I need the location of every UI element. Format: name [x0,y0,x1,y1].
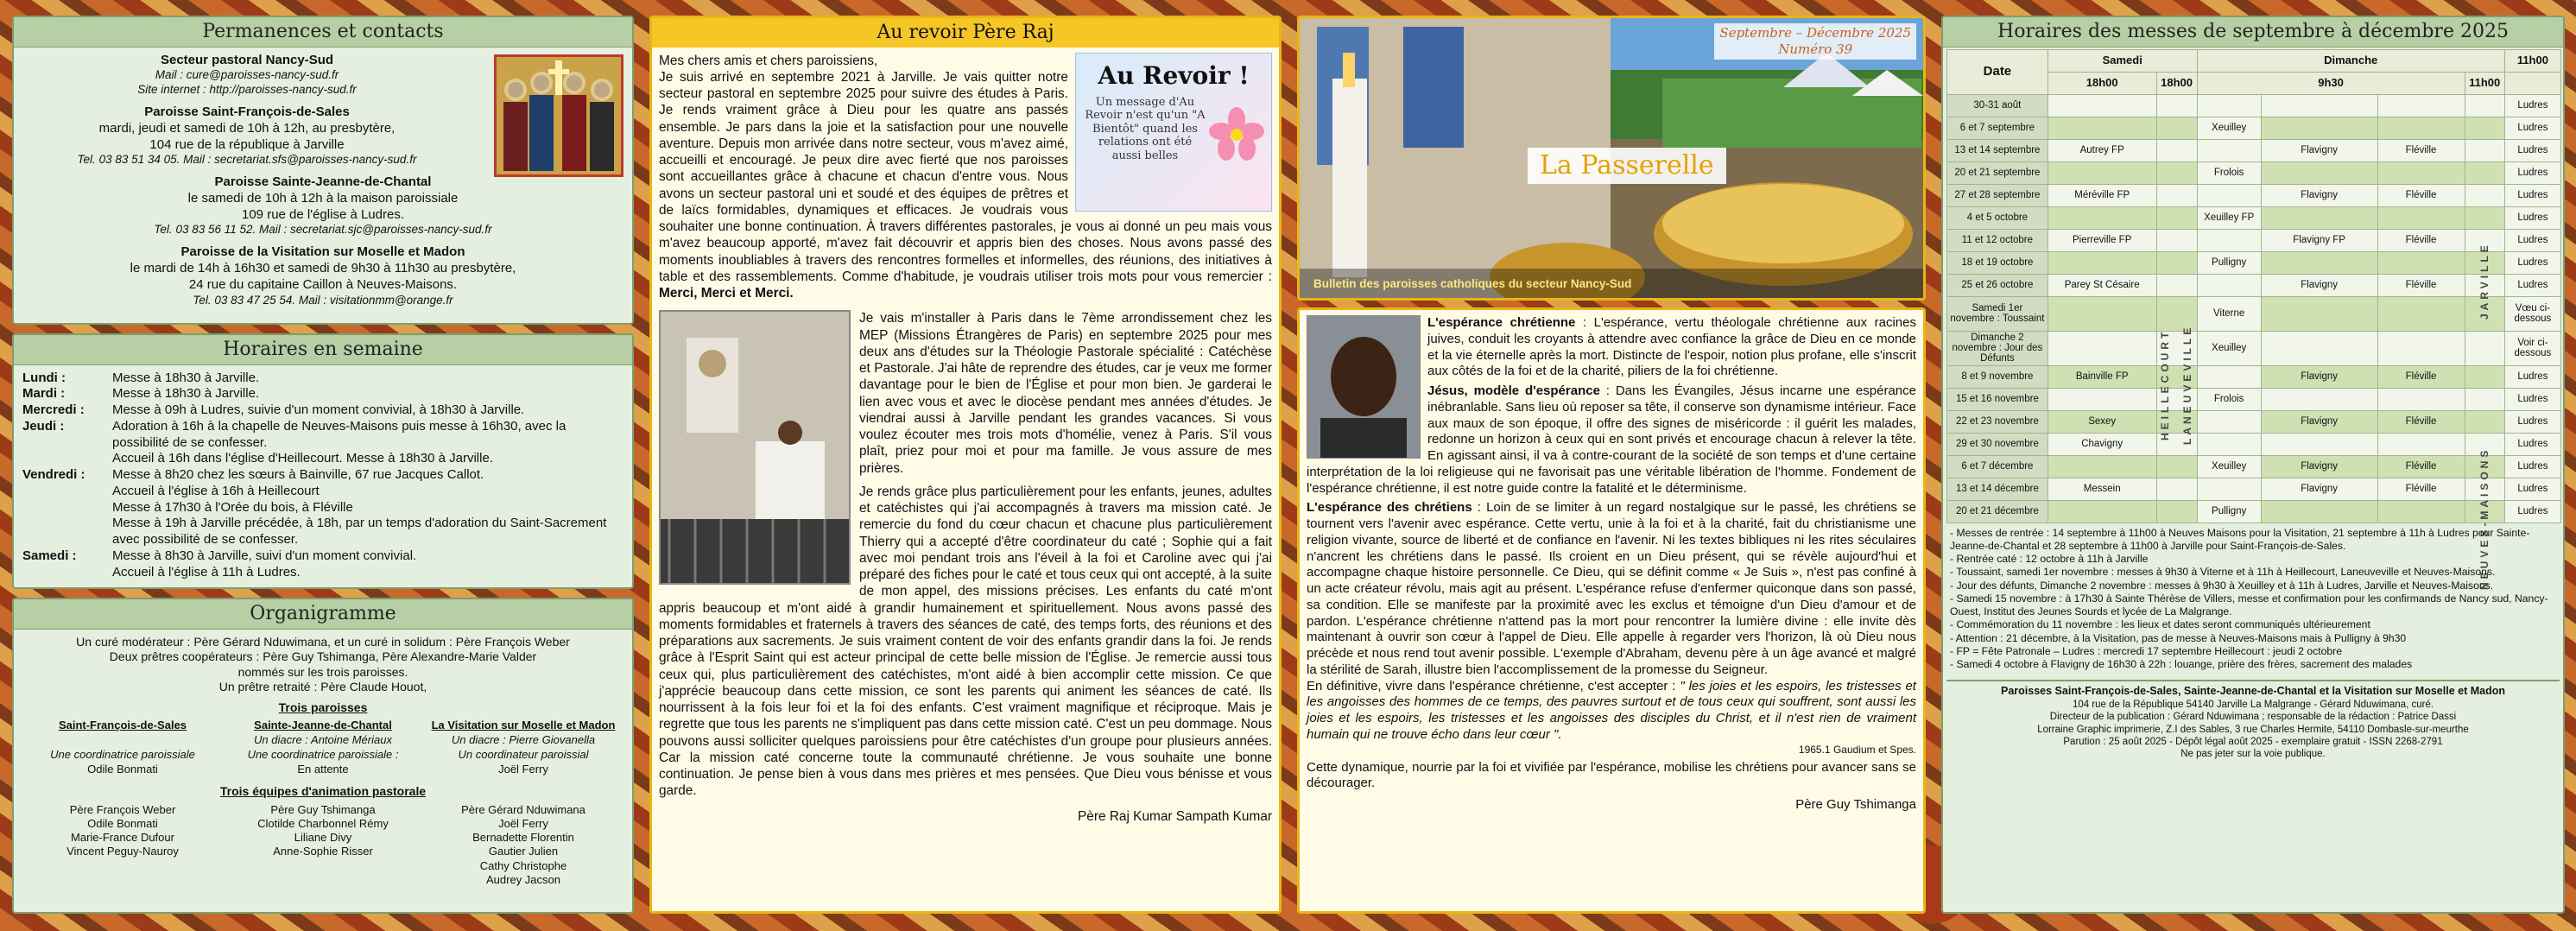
equipes-label: Trois équipes d'animation pastorale [219,784,427,798]
cell-e: Vœu ci-dessous [2504,296,2560,331]
cell-s [2048,117,2156,139]
semaine-day: Mercredi : [22,402,85,417]
semaine-line: Messe à 18h30 à Jarville. [112,370,260,385]
cell-d: 6 et 7 décembre [1947,455,2048,478]
parish3-line3: Tel. 03 83 47 25 54. Mail : visitationmm@orange.fr [193,293,453,307]
aurevoir-para3: Je rends grâce plus particulièrement pour les enfants, jeunes, adultes et catéchistes qui j'ai accompagnés à travers ma mission caté. Je remercie du fond du cœur chacun et chacune plus particulièrement Thierry qui a accepté d'être coordinateur du caté ; Sophie qui a fait avec moi pendant trois ans l'éveil à la foi et Caroline avec qui j'ai préparé des fiches pour le caté et tous ceux qui ont accepté, à la suite de mon appel, des missions précises. Les enfants du caté m'ont appris beaucoup et m'ont aidé à grandir humainement et spirituellement. Nous avons passé des moments formidables et fraternels à travers des séances de caté, des temps forts, des réunions et des préparations aux sacrements. Je suis vraiment content de voir des enfants grandir dans la foi. Je rends grâce à l'Esprit Saint qui est acteur principal de cette belle mission de l'Église. Je remercie aussi tous ceux qui, plus particulièrement des catéchistes, m'ont aidé à bien accomplir cette mission. Ce que j'apprécie beaucoup dans cette mission, ce sont les parents qui animent les séances de caté. Ils nourrissent à la fois leur foi et la foi des enfants. C'est vraiment magnifique et réciproque. Mais je regrette que tous les parents ne s'impliquent pas dans cette mission caté. C'est un peu dommage. Nous pouvons aussi solliciter quelques paroissiens pour être catéchistes d'un groupe pour plusieurs années. Car la mission caté concerne toute la communauté chrétienne. Je vous souhaite une bonne continuation. Je pense bien à vous dans mes prières et mes pensées. Que Dieu vous bénisse et vous garde. [659,484,1272,799]
cell-s: Sexey [2048,410,2156,433]
note-item: - Toussaint, samedi 1er novembre : messes à 9h30 à Viterne et à 11h à Heillecourt, Laneuveville et Neuves-Maisons. [1950,566,2496,579]
def-para [1307,679,1916,744]
cell-a: Frolois [2197,162,2261,184]
cell-s [2048,388,2156,410]
team-member: Bernadette Florentin [472,831,574,844]
def-text: En définitive, vivre dans l'espérance chrétienne, c'est accepter : [1307,678,1680,694]
permanences-box [12,16,634,325]
parish-column [22,719,223,777]
semaine-text [112,402,623,419]
parish-l1 [22,733,223,748]
schedule-row [1947,455,2561,478]
cell-d: 20 et 21 décembre [1947,500,2048,522]
orga-line1: Un curé modérateur : Père Gérard Nduwimana, et un curé in solidum : Père François Weber [76,634,570,649]
parish-column [223,719,423,777]
cell-a [2197,410,2261,433]
cell-e: Ludres [2504,139,2560,162]
cell-e: Ludres [2504,410,2560,433]
semaine-line: Accueil à l'église à 11h à Ludres. [112,564,301,580]
orga-line4: Un prêtre retraité : Père Claude Houot, [218,680,427,694]
cell-b [2261,296,2377,331]
quote-ref: 1965.1 Gaudium et Spes. [1798,743,1916,756]
parish2-line2: 109 rue de l'église à Ludres. [242,206,404,222]
parish-column [423,719,623,777]
schedule-row [1947,184,2561,206]
para1-text: Mes chers amis et chers paroissiens, Je suis arrivé en septembre 2021 à Jarville. Je vais quitter notre secteur pastoral en septembre 2025 pour suivre des études à Paris. Je rends vraiment grâce à Dieu pour les quatre ans passés ensemble. Je pars dans la joie et la satisfaction pour une nouvelle aventure. Depuis mon arrivée dans notre secteur, vous m'avez aimé, accueilli et encouragé. Je peux dire avec fierté que nos paroisses sont accueillantes grâce à chacune et chacun d'entre vous. Nous avons un secteur pastoral uni et soudé et des équipes de prêtres et de laïcs formidables, dynamiques et efficaces. Je voudrais vous souhaiter une bonne continuation. À travers différentes pastorales, je vous ai donné un peu mais vous m'avez beaucoup apporté, m'avez fait découvrir et appris bien des choses. Nous avons passé des moments inoubliables à travers des rencontres formelles et informelles, des réunions, des initiatives à table et des rassemblements. Comme d'habitude, je voudrais utiliser trois mots pour vous remercier : [659,53,1272,284]
aurevoir-card [1075,53,1272,212]
semaine-text [112,370,623,387]
parish-name: La Visitation sur Moselle et Madon [431,719,616,732]
schedule-row [1947,117,2561,139]
col-time-4: 11h00 [2465,72,2504,94]
cell-s: Bainville FP [2048,365,2156,388]
semaine-line: Messe à 17h30 à l'Orée du bois, à Fléville [112,499,353,515]
parish2-line3: Tel. 03 83 56 11 52. Mail : secretariat.sjc@paroisses-nancy-sud.fr [154,223,492,237]
cell-a: Xeuilley FP [2197,206,2261,229]
cell-d: 11 et 12 octobre [1947,229,2048,251]
aurevoir-signature: Père Raj Kumar Sampath Kumar [1078,808,1272,824]
cell-e: Ludres [2504,455,2560,478]
priest-photo [659,310,851,585]
parish-name: Saint-François-de-Sales [58,719,187,732]
semaine-text [112,419,623,467]
footer-line: 104 rue de la République 54140 Jarville La Malgrange - Gérard Nduwimana, curé. [2072,699,2434,710]
schedule-row [1947,365,2561,388]
team-member: Père Guy Tshimanga [270,802,376,816]
trois-paroisses-label: Trois paroisses [278,700,368,714]
parish-name: Sainte-Jeanne-de-Chantal [254,719,392,732]
cell-d: 18 et 19 octobre [1947,251,2048,274]
parish-l2: Une coordinatrice paroissiale [50,748,195,761]
cell-d: 13 et 14 décembre [1947,478,2048,500]
chr-para [1307,500,1916,678]
footer-line: Ne pas jeter sur la voie publique. [2180,749,2326,760]
schedule-row [1947,251,2561,274]
cell-s [2048,331,2156,365]
parish2-name: Paroisse Sainte-Jeanne-de-Chantal [214,174,432,190]
cell-s [2048,455,2156,478]
team-member: Joël Ferry [498,816,548,830]
cell-e: Ludres [2504,388,2560,410]
team-member: Audrey Jacson [486,872,560,886]
masthead [1297,16,1926,301]
schedule-row [1947,388,2561,410]
parish-l1: Un diacre : Antoine Mériaux [254,733,392,746]
semaine-title: Horaires en semaine [14,335,632,365]
cell-empty [2465,117,2504,139]
organigramme-box [12,598,634,914]
semaine-row [22,467,623,548]
semaine-line: Messe à 8h20 chez les sœurs à Bainville, 67 rue Jacques Callot. [112,467,484,482]
semaine-row [22,402,623,419]
cell-empty [2465,94,2504,117]
cell-c [2377,117,2465,139]
team-member: Marie-France Dufour [71,831,174,844]
cell-c: Fléville [2377,365,2465,388]
cell-e: Ludres [2504,274,2560,296]
cell-a [2197,139,2261,162]
note-item: - Jour des défunts, Dimanche 2 novembre : messes à 9h30 à Xeuilley et à 11h à Ludres, Jarville et Neuves-Maisons. [1950,579,2494,592]
cell-s: Messein [2048,478,2156,500]
cell-a [2197,433,2261,455]
cell-c: Fléville [2377,455,2465,478]
team-member: Clotilde Charbonnel Rémy [257,816,389,830]
cell-b [2261,388,2377,410]
parish-l3: En attente [297,763,349,776]
cell-c [2377,162,2465,184]
end-para: Cette dynamique, nourrie par la foi et vivifiée par l'espérance, mobilise les chrétiens pour avancer sans se décourager. [1307,759,1916,791]
parish-l2: Un coordinateur paroissial [458,748,589,761]
cell-s [2048,94,2156,117]
semaine-line: Messe à 09h à Ludres, suivie d'un moment convivial, à 18h30 à Jarville. [112,402,525,417]
parish1-line2: 104 rue de la république à Jarville [149,136,345,152]
cell-e: Ludres [2504,94,2560,117]
quote-text: " les joies et les espoirs, les tristesses et les angoisses des hommes de ce temps, des pauvres surtout et de tous ceux qui souffrent, sont aussi les joies et les espoirs, les tristesses et les angoisses des disciples du Christ, et il n'est rien de vraiment humain qui ne trouve écho dans leur cœur ". [1307,678,1916,742]
footer-line: Lorraine Graphic imprimerie, Z.I des Sables, 3 rue Charles Hermite, 54110 Dombasle-sur-meurthe [2037,724,2469,735]
schedule-row [1947,478,2561,500]
cell-d: 29 et 30 novembre [1947,433,2048,455]
vert-neuves-maisons: NEUVES-MAISONS [2478,446,2491,590]
cell-d: Samedi 1er novembre : Toussaint [1947,296,2048,331]
semaine-line: Messe à 19h à Jarville précédée, à 18h, par un temps d'adoration du Saint-Sacrement avec possibilité de se confesser. [112,516,607,547]
jes-text: : Dans les Évangiles, Jésus incarne une espérance inébranlable. Sans lieu où reposer sa tête, il conserve son dynamisme intérieur. Face aux maux de son époque, il offre des signes de miséricorde : il guérit les malades, redonne un horizon à ceux qui en sont privés et encourage chacun à relever la tête. En agissant ainsi, il va à contre-courant de la société de son temps et d'une certaine interprétation de la loi religieuse qui ne favorisait pas une véritable libération de l'homme. Fondement de l'espérance chrétienne, il est notre guide contre la fatalité et le déterminisme. [1307,383,1916,496]
col-time-5-spacer [2504,72,2560,94]
col-date-header: Date [1947,49,2048,94]
team-member: Vincent Peguy-Nauroy [66,845,179,858]
cell-c [2377,433,2465,455]
horaires-box [1941,16,2565,914]
esp-signature: Père Guy Tshimanga [1795,797,1916,812]
parish-l2: Une coordinatrice paroissiale : [247,748,399,761]
cell-c [2377,94,2465,117]
secteur-label: Secteur pastoral Nancy-Sud [160,52,334,67]
cell-b [2261,500,2377,522]
semaine-text [112,386,623,402]
cell-b [2261,94,2377,117]
note-item: - Rentrée caté : 12 octobre à 11h à Jarville [1950,553,2149,565]
team-column [22,803,223,888]
semaine-row [22,419,623,467]
cell-s: Méréville FP [2048,184,2156,206]
note-item: - Samedi 4 octobre à Flavigny de 16h30 à 22h : louange, prière des frères, sacrement des malades [1950,658,2413,670]
cell-a: Pulligny [2197,500,2261,522]
schedule-row [1947,206,2561,229]
cell-a [2197,184,2261,206]
semaine-line: Messe à 8h30 à Jarville, suivi d'un moment convivial. [112,548,417,563]
cell-d: 6 et 7 septembre [1947,117,2048,139]
parish1-line1: mardi, jeudi et samedi de 10h à 12h, au presbytère, [98,120,396,136]
cell-d: 8 et 9 novembre [1947,365,2048,388]
secteur-site: Site internet : http://paroisses-nancy-sud.fr [137,83,357,97]
parish3-line1: le mardi de 14h à 16h30 et samedi de 9h30 à 11h30 au presbytère, [130,261,516,276]
parish-l3: Odile Bonmati [87,763,158,776]
cell-e: Ludres [2504,500,2560,522]
cell-a [2197,274,2261,296]
note-item: - FP = Fête Patronale – Ludres : mercredi 17 septembre Heillecourt : jeudi 2 octobre [1950,644,2342,657]
vert-jarville: JARVILLE [2478,241,2491,320]
cell-c [2377,251,2465,274]
aurevoir-para2: Je vais m'installer à Paris dans le 7ème arrondissement chez les MEP (Missions Étrangères de Paris) en septembre 2025 pour mes deux ans d'études sur la Théologie Pastorale spécialité : Catéchèse et Pastorale. J'ai hâte de reprendre des études, car je veux me former davantage pour le bien de l'Église et pour mon bien. Je garderai le lien avec vous et avec le diocèse pendant mes années d'études. Je viendrai aussi à Jarville pendant les grandes vacances. Si vous voulez écouter mes trois mots d'homélie, venez à Paris. S'il vous plaît, priez pour moi et pour ma famille. Je vous assure de mes prières. [859,311,1272,476]
cell-c: Fléville [2377,274,2465,296]
col-time-2: 18h00 [2156,72,2197,94]
cell-b [2261,251,2377,274]
note-item: - Samedi 15 novembre : à 17h30 à Sainte Thérèse de Villers, messe et confirmation pour les confirmands de Nancy sud, Nancy-Ouest, Institut des Jeunes Sourds et lycée de La Malgrange. [1950,592,2548,618]
schedule-row [1947,500,2561,522]
cell-c: Fléville [2377,229,2465,251]
schedule-row [1947,433,2561,455]
semaine-line: Adoration à 16h à la chapelle de Neuves-Maisons puis messe à 16h30, avec la possibilité de se confesser. [112,418,566,450]
semaine-day: Lundi : [22,370,66,385]
cell-a: Xeuilley [2197,331,2261,365]
parish-l3: Joël Ferry [498,763,548,776]
cell-b [2261,433,2377,455]
cell-s: Pierreville FP [2048,229,2156,251]
col-time-3: 9h30 [2197,72,2465,94]
footer-title: Paroisses Saint-François-de-Sales, Sainte-Jeanne-de-Chantal et la Visitation sur Moselle et Madon [2001,685,2505,698]
cell-e: Ludres [2504,365,2560,388]
cell-b: Flavigny [2261,410,2377,433]
parish3-line2: 24 rue du capitaine Caillon à Neuves-Maisons. [188,276,458,292]
parish1-line3: Tel. 03 83 51 34 05. Mail : secretariat.sfs@paroisses-nancy-sud.fr [77,153,417,167]
cell-d: 22 et 23 novembre [1947,410,2048,433]
jes-title: Jésus, modèle d'espérance [1427,383,1600,398]
cell-d: 27 et 28 septembre [1947,184,2048,206]
cell-e: Ludres [2504,206,2560,229]
col-dimanche-header: Dimanche [2197,49,2504,72]
cell-e: Ludres [2504,478,2560,500]
semaine-day: Vendredi : [22,467,85,482]
semaine-line: Accueil à 16h dans l'église d'Heillecourt. Messe à 18h30 à Jarville. [112,451,493,466]
cell-d: 25 et 26 octobre [1947,274,2048,296]
secteur-mail: Mail : cure@paroisses-nancy-sud.fr [155,68,339,82]
icon-image [494,54,623,177]
orga-line3: nommés sur les trois paroisses. [237,664,408,679]
cell-s: Chavigny [2048,433,2156,455]
parish3-name: Paroisse de la Visitation sur Moselle et Madon [180,244,465,260]
cell-e: Ludres [2504,117,2560,139]
aurevoir-title: Au revoir Père Raj [652,18,1279,48]
schedule-row [1947,162,2561,184]
team-member: Odile Bonmati [87,816,158,830]
cell-b [2261,117,2377,139]
team-member: Père Gérard Nduwimana [461,802,585,816]
chr-title: L'espérance des chrétiens [1307,500,1472,516]
cell-a [2197,94,2261,117]
cell-d: 13 et 14 septembre [1947,139,2048,162]
semaine-day: Mardi : [22,386,66,402]
semaine-row [22,386,623,402]
card-title: Au Revoir ! [1098,60,1250,90]
cell-c [2377,331,2465,365]
cell-b: Flavigny [2261,139,2377,162]
masthead-numero: Numéro 39 [1778,41,1853,57]
note-item: - Messes de rentrée : 14 septembre à 11h00 à Neuves Maisons pour la Visitation, 21 septembre à 11h à Ludres pour Sainte-Jeanne-de-Chantal et 28 septembre à 11h00 à Jarville pour Saint-François-de-Sales. [1950,526,2530,552]
permanences-title: Permanences et contacts [14,17,632,48]
cell-b: Flavigny [2261,184,2377,206]
footer-line: Directeur de la publication : Gérard Nduwimana ; responsable de la rédaction : Patrice Dassi [2049,712,2457,723]
masthead-period: Septembre – Décembre 2025 [1719,25,1911,41]
esp-text: : L'espérance, vertu théologale chrétienne aux racines juives, conduit les croyants à attendre avec confiance la grâce de Dieu en ce monde et la vie éternelle après la mort. Distincte de l'espoir, notion plus profane, elle s'inscrit aux côtés de la foi et de la charité, piliers de la foi chrétienne. [1427,315,1916,379]
cell-s [2048,296,2156,331]
schedule-row [1947,274,2561,296]
team-member: Anne-Sophie Risser [273,845,373,858]
horaires-title: Horaires des messes de septembre à décembre 2025 [1943,17,2563,48]
cell-s [2048,500,2156,522]
cell-d: 20 et 21 septembre [1947,162,2048,184]
footer-box [1946,680,2560,761]
cell-e: Voir ci-dessous [2504,331,2560,365]
semaine-row [22,370,623,387]
cell-e: Ludres [2504,433,2560,455]
cell-d: 15 et 16 novembre [1947,388,2048,410]
cell-b: Flavigny [2261,478,2377,500]
col-time-5: 11h00 [2504,49,2560,72]
cell-c: Fléville [2377,139,2465,162]
cell-a: Pulligny [2197,251,2261,274]
cell-d: 30-31 août [1947,94,2048,117]
schedule-row [1947,296,2561,331]
cell-b: Flavigny [2261,455,2377,478]
col-samedi-header: Samedi [2048,49,2197,72]
semaine-line: Accueil à l'église à 16h à Heillecourt [112,483,320,498]
cell-s: Parey St Césaire [2048,274,2156,296]
semaine-day: Samedi : [22,548,77,563]
parish2-line1: le samedi de 10h à 12h à la maison paroissiale [187,190,459,206]
cell-b: Flavigny FP [2261,229,2377,251]
team-member: Père François Weber [69,802,176,816]
cell-c [2377,206,2465,229]
cell-e: Ludres [2504,162,2560,184]
cell-c: Fléville [2377,184,2465,206]
chr-text: : Loin de se limiter à un regard nostalgique sur le passé, les chrétiens se tournent vers l'avenir avec espérance. Cette vertu, unie à la foi et à la charité, fait du christianisme une religion vivante, source de liberté et de confiance en l'avenir. Ni les textes bibliques ni les rites séculaires n'ancrent les chrétiens dans le passé. Ils croient en un Dieu présent, qui se révèle aujourd'hui et accompagne chaque histoire personnelle. Ce Dieu, qui se définit comme « Je Suis », n'est pas confiné à un acte créateur révolu, mais agit au présent. L'espérance refuse d'enfermer quiconque dans son passé, sa condition. Elle se manifeste par la proximité avec les exclus et témoigne d'un Dieu d'amour et de pardon. L'espérance chrétienne n'attend pas la mort pour rencontrer la lumière divine : elle invite dès maintenant à ouvrir son cœur à l'appel de Dieu. Elle appelle à regarder vers l'horizon, là où Dieu nous précède et nous rend tout avenir possible. L'exemple d'Abraham, devenu père à un âge avancé et malgré la stérilité de Sarah, illustre bien l'accomplissement de la promesse du Seigneur. [1307,500,1916,677]
semaine-row [22,548,623,581]
cell-a: Viterne [2197,296,2261,331]
cell-b [2261,206,2377,229]
semaine-box [12,333,634,589]
bulletin-subtitle: Bulletin des paroisses catholiques du secteur Nancy-Sud [1313,277,1632,290]
cell-c [2377,296,2465,331]
team-member: Liliane Divy [294,831,352,844]
cell-c [2377,500,2465,522]
semaine-day: Jeudi : [22,418,65,434]
footer-line: Parution : 25 août 2025 - Dépôt légal août 2025 - exemplaire gratuit - ISSN 2268-2791 [2063,737,2443,747]
esp-title: L'espérance chrétienne [1427,315,1576,330]
esperance-box [1297,307,1926,914]
cell-empty [2156,94,2197,117]
cell-a [2197,478,2261,500]
parish1-name: Paroisse Saint-François-de-Sales [144,104,350,119]
team-column [223,803,423,888]
schedule-row [1947,331,2561,365]
note-item: - Commémoration du 11 novembre : les lieux et dates seront communiqués ultérieurement [1950,618,2370,631]
cell-a: Frolois [2197,388,2261,410]
semaine-line: Messe à 18h30 à Jarville. [112,386,260,402]
schedule-table [1946,49,2561,523]
cell-d: Dimanche 2 novembre : Jour des Défunts [1947,331,2048,365]
cell-a: Xeuilley [2197,117,2261,139]
schedule-row [1947,139,2561,162]
cell-b: Flavigny [2261,365,2377,388]
team-member: Cathy Christophe [479,858,567,872]
cell-a [2197,365,2261,388]
schedule-row [1947,94,2561,117]
cell-s [2048,251,2156,274]
parish-l1: Un diacre : Pierre Giovanella [451,733,596,746]
notes-list [1946,527,2560,672]
guy-photo [1307,315,1421,459]
cell-b: Flavigny [2261,274,2377,296]
note-item: - Attention : 21 décembre, à la Visitation, pas de messe à Neuves-Maisons mais à Pulligny à 9h30 [1950,631,2407,644]
cell-e: Ludres [2504,229,2560,251]
aurevoir-box [649,16,1282,914]
cell-empty [2156,117,2197,139]
cell-e: Ludres [2504,184,2560,206]
cell-s: Autrey FP [2048,139,2156,162]
orga-line2: Deux prêtres coopérateurs : Père Guy Tshimanga, Père Alexandre-Marie Valder [109,649,537,663]
cell-s [2048,206,2156,229]
organigramme-title: Organigramme [14,599,632,630]
vert-laneuveville: LANEUVEVILLE [2181,323,2193,445]
semaine-text [112,467,623,548]
cell-b [2261,162,2377,184]
vert-heillecourt: HEILLECOURT [2159,327,2171,440]
cell-c [2377,388,2465,410]
cell-c: Fléville [2377,478,2465,500]
team-column [423,803,623,888]
cell-d: 4 et 5 octobre [1947,206,2048,229]
card-text: Un message d'Au Revoir n'est qu'un "A Bientôt" quand les relations ont été aussi belles [1085,95,1206,162]
col-time-1: 18h00 [2048,72,2156,94]
cell-c: Fléville [2377,410,2465,433]
flower-icon [1209,107,1264,162]
cell-e: Ludres [2504,251,2560,274]
schedule-row [1947,229,2561,251]
merci-text: Merci, Merci et Merci. [659,286,794,301]
cell-a: Xeuilley [2197,455,2261,478]
schedule-row [1947,410,2561,433]
cell-b [2261,331,2377,365]
cell-a [2197,229,2261,251]
semaine-text [112,548,623,581]
team-member: Gautier Julien [488,845,559,858]
cell-s [2048,162,2156,184]
brand-title: La Passerelle [1528,148,1726,184]
